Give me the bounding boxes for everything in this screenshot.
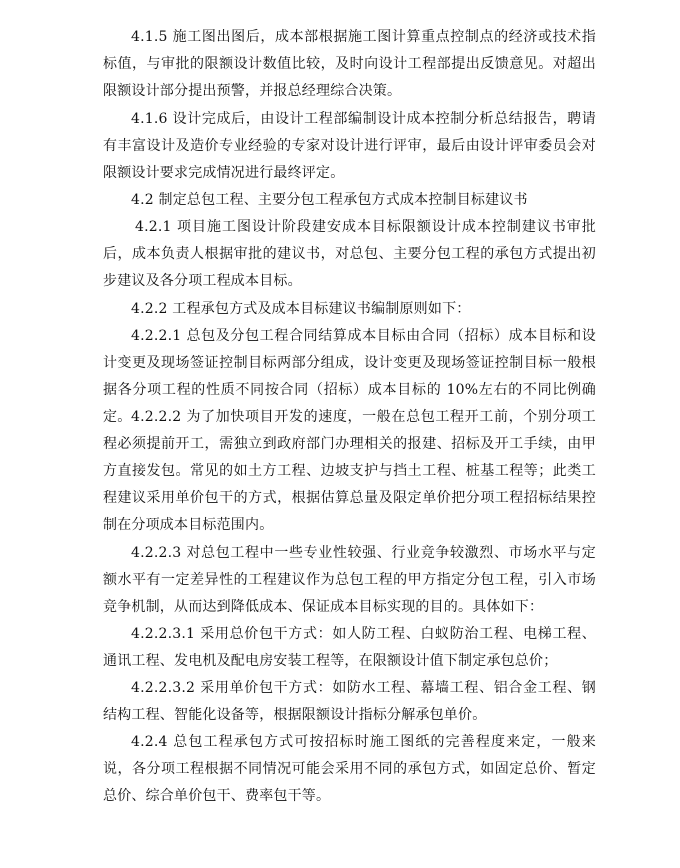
paragraph-4-2-2-2: 4.2.2.2 为了加快项目开发的速度，一般在总包工程开工前，个别分项工程必须提前开工，需独立到政府部门办理相关的报建、招标及开工手续，由甲方直接发包。常见的如土方工程、边坡支护与挡土工程、桩基工程等；此类工程建议采用单价包干的方式，根据估算总量及限定单价把分项工程招标结果控制在分项成本目标范围内。	[103, 409, 596, 533]
paragraph-4-1-6: 4.1.6 设计完成后，由设计工程部编制设计成本控制分析总结报告，聘请有丰富设计及造价专业经验的专家对设计进行评审，最后由设计评审委员会对限额设计要求完成情况进行最终评定。	[103, 111, 596, 181]
paragraph-4-2-2-3-1: 4.2.2.3.1 采用总价包干方式：如人防工程、白蚁防治工程、电梯工程、通讯工程、发电机及配电房安装工程等，在限额设计值下制定承包总价；	[103, 626, 596, 669]
paragraph-4-2-2-3: 4.2.2.3 对总包工程中一些专业性较强、行业竞争较激烈、市场水平与定额水平有一定差异性的工程建议作为总包工程的甲方指定分包工程，引入市场竞争机制，从而达到降低成本、保证成本目标实现的目的。具体如下：	[103, 545, 596, 615]
paragraph-4-2-2-3-2: 4.2.2.3.2 采用单价包干方式：如防水工程、幕墙工程、铝合金工程、钢结构工程、智能化设备等，根据限额设计指标分解承包单价。	[103, 680, 596, 723]
paragraph-4-2-2: 4.2.2 工程承包方式及成本目标建议书编制原则如下：	[131, 301, 471, 317]
paragraph-4-2-2-1: 4.2.2.1 总包及分包工程合同结算成本目标由合同（招标）成本目标和设计变更及现场签证控制目标两部分组成，设计变更及现场签证控制目标一般根据各分项工程的性质不同按合同（招标）成本目标的 10%左右的不同比例确定。	[103, 328, 596, 425]
paragraph-4-2-4: 4.2.4 总包工程承包方式可按招标时施工图纸的完善程度来定，一般来说，各分项工程根据不同情况可能会采用不同的承包方式，如固定总价、暂定总价、综合单价包干、费率包干等。	[103, 734, 596, 804]
paragraph-4-1-5: 4.1.5 施工图出图后，成本部根据施工图计算重点控制点的经济或技术指标值，与审批的限额设计数值比较，及时向设计工程部提出反馈意见。对超出限额设计部分提出预警，并报总经理综合决策。	[103, 29, 596, 99]
section-heading-4-2: 4.2 制定总包工程、主要分包工程承包方式成本控制目标建议书	[131, 192, 528, 208]
paragraph-4-2-1: 4.2.1 项目施工图设计阶段建安成本目标限额设计成本控制建议书审批后，成本负责人根据审批的建议书，对总包、主要分包工程的承包方式提出初步建议及各分项工程成本目标。	[103, 219, 596, 289]
